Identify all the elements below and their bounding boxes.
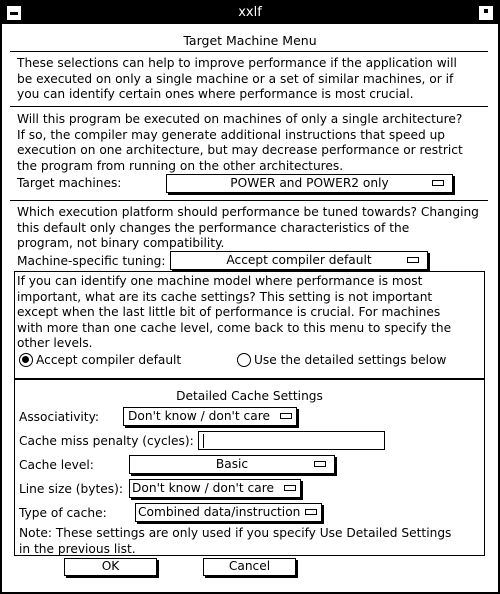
minimize-icon bbox=[484, 9, 488, 13]
divider bbox=[10, 106, 488, 107]
cache-type-value: Combined data/instruction bbox=[138, 505, 301, 519]
associativity-label: Associativity: bbox=[19, 410, 100, 424]
intro-text bbox=[17, 56, 487, 103]
target-description bbox=[17, 112, 487, 174]
note-line: in the previous list. bbox=[19, 541, 136, 556]
text-cursor-icon bbox=[203, 434, 204, 448]
detailed-note bbox=[19, 526, 481, 557]
option-menu-icon bbox=[432, 180, 444, 186]
tuning-line: program, not binary compatibility. bbox=[17, 236, 225, 250]
cache-line: with more than one cache level, come back to this menu to specify the bbox=[17, 320, 452, 335]
tuning-line: Which execution platform should performance be tuned towards? Changing bbox=[17, 205, 479, 219]
cache-line: important, what are its cache settings? This setting is not important bbox=[17, 289, 433, 304]
target-machines-value: POWER and POWER2 only bbox=[230, 176, 389, 190]
option-menu-icon bbox=[305, 509, 317, 515]
cache-line: except when the last little bit of performance is crucial. For machines bbox=[17, 305, 441, 319]
radio-use-detailed[interactable] bbox=[237, 352, 477, 370]
radio-use-detailed-label: Use the detailed settings below bbox=[254, 353, 447, 367]
intro-line: These selections can help to improve performance if the application will bbox=[17, 56, 457, 70]
tuning-option-menu[interactable] bbox=[170, 251, 428, 270]
menu-title: Target Machine Menu bbox=[183, 33, 317, 48]
radio-accept-default[interactable] bbox=[19, 352, 219, 370]
cache-line: other levels. bbox=[17, 336, 93, 350]
option-menu-icon bbox=[314, 461, 326, 467]
cache-level-value: Basic bbox=[215, 457, 249, 471]
radio-unselected-icon bbox=[237, 353, 251, 367]
cache-miss-penalty-input[interactable] bbox=[198, 431, 385, 450]
line-size-value: Don't know / don't care bbox=[132, 481, 274, 495]
intro-line: be executed on only a single machine or a set of similar machines, or if bbox=[17, 71, 454, 86]
radio-accept-default-label: Accept compiler default bbox=[36, 353, 182, 367]
target-line: Will this program be executed on machines of only a single architecture? bbox=[17, 112, 463, 126]
cache-type-label: Type of cache: bbox=[19, 506, 107, 520]
associativity-value: Don't know / don't care bbox=[128, 409, 270, 423]
tuning-label: Machine-specific tuning: bbox=[17, 254, 166, 268]
tuning-description bbox=[17, 205, 487, 252]
window-minimize-button[interactable] bbox=[478, 5, 494, 21]
title-bar[interactable] bbox=[2, 2, 498, 24]
line-size-option-menu[interactable] bbox=[129, 479, 301, 498]
option-menu-icon bbox=[284, 485, 296, 491]
target-machines-option-menu[interactable] bbox=[166, 174, 453, 193]
divider bbox=[10, 51, 488, 52]
radio-selected-icon bbox=[19, 353, 33, 367]
option-menu-icon bbox=[407, 257, 419, 263]
ok-button[interactable]: OK bbox=[64, 558, 157, 576]
cache-level-label: Cache level: bbox=[19, 458, 94, 472]
cache-line: If you can identify one machine model where performance is most bbox=[17, 274, 423, 288]
tuning-line: this default only changes the performance characteristics of the bbox=[17, 220, 410, 235]
target-line: execution on one architecture, but may decrease performance or restrict bbox=[17, 143, 463, 157]
option-menu-icon bbox=[280, 413, 292, 419]
cache-miss-penalty-label: Cache miss penalty (cycles): bbox=[19, 434, 194, 448]
cancel-button[interactable]: Cancel bbox=[203, 558, 296, 576]
associativity-option-menu[interactable] bbox=[123, 407, 297, 426]
target-line: If so, the compiler may generate additional instructions that speed up bbox=[17, 127, 446, 142]
tuning-value: Accept compiler default bbox=[226, 253, 372, 267]
intro-line: you can identify certain ones where performance is most crucial. bbox=[17, 87, 414, 101]
divider bbox=[10, 200, 488, 201]
target-machines-label: Target machines: bbox=[17, 176, 122, 190]
cache-description bbox=[17, 274, 483, 352]
line-size-label: Line size (bytes): bbox=[19, 482, 123, 496]
detailed-cache-title: Detailed Cache Settings bbox=[176, 389, 323, 403]
window-title: xxlf bbox=[238, 5, 262, 20]
cache-type-option-menu[interactable] bbox=[135, 503, 322, 522]
target-line: the program from running on the other architectures. bbox=[17, 158, 344, 173]
cache-level-option-menu[interactable] bbox=[129, 455, 335, 474]
note-line: Note: These settings are only used if you specify Use Detailed Settings bbox=[19, 526, 452, 540]
